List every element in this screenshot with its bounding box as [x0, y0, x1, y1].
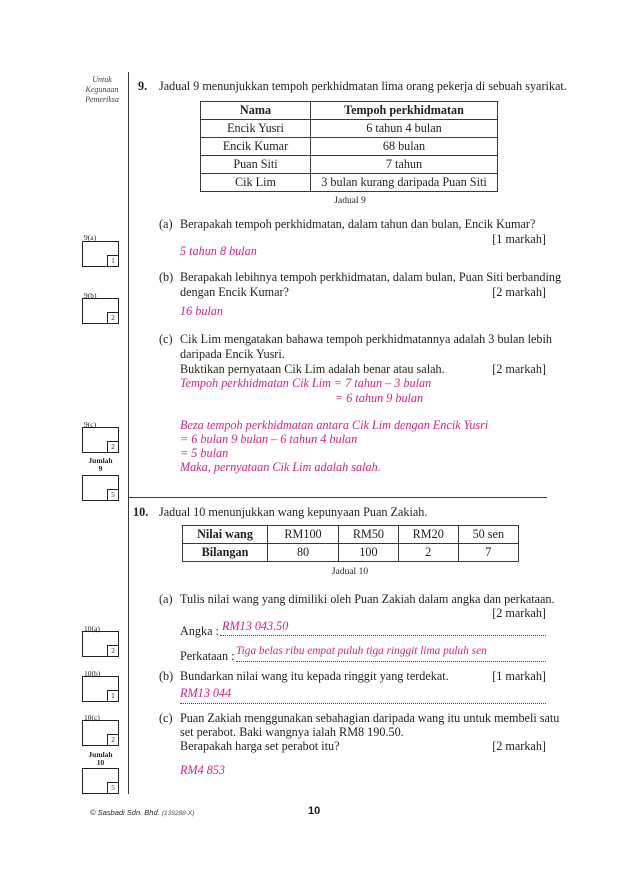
q9b-text-2: dengan Encik Kumar? [180, 285, 289, 299]
caption-jadual-10: Jadual 10 [331, 567, 369, 577]
q10b-marks: [1 markah] [492, 669, 546, 683]
q9b-answer: 16 bulan [180, 304, 223, 318]
q9c-answer-3: Beza tempoh perkhidmatan antara Cik Lim dengan Encik Yusri [180, 418, 489, 432]
q9c-text-3: Buktikan pernyataan Cik Lim adalah benar atau salah. [180, 362, 445, 376]
mark-box-10b: 1 [82, 676, 119, 702]
mark-label-10b: 10(b) [84, 669, 101, 678]
jumlah-box-10: 5 [82, 768, 119, 794]
q9a-answer: 5 tahun 8 bulan [180, 244, 257, 258]
q9-number: 9. [138, 79, 148, 93]
q10c-text-1: Puan Zakiah menggunakan sebahagian daripada wang itu untuk membeli satu [180, 711, 560, 725]
q10a-angka-answer: RM13 043.50 [222, 619, 289, 633]
q10a-label: (a) [159, 592, 173, 606]
table-10 [182, 525, 519, 562]
table-row: Encik Yusri 6 tahun 4 bulan [201, 120, 498, 138]
q9-intro: Jadual 9 menunjukkan tempoh perkhidmatan lima orang pekerja di sebuah syarikat. [159, 79, 567, 93]
table-row: Bilangan 80 100 2 7 [183, 544, 519, 562]
jumlah-label-10: Jumlah 10 [88, 750, 113, 767]
q10a-marks: [2 markah] [492, 606, 546, 620]
q10a-text: Tulis nilai wang yang dimiliki oleh Puan Zakiah dalam angka dan perkataan. [180, 592, 555, 606]
q9b-text-1: Berapakah lebihnya tempoh perkhidmatan, dalam bulan, Puan Siti berbanding [180, 270, 562, 284]
mark-box-9a: 1 [82, 241, 119, 267]
jumlah-box-9: 5 [82, 475, 119, 501]
q9a-marks: [1 markah] [492, 232, 546, 246]
q10b-answer-line [180, 702, 546, 704]
q10-intro: Jadual 10 menunjukkan wang kepunyaan Puan Zakiah. [159, 505, 428, 519]
q9a-label: (a) [159, 217, 173, 231]
q9c-text-1: Cik Lim mengatakan bahawa tempoh perkhidmatannya adalah 3 bulan lebih [180, 332, 552, 346]
mark-label-9a: 9(a) [84, 233, 97, 242]
mark-label-9b: 9(b) [84, 291, 97, 300]
mark-box-9c: 2 [82, 427, 119, 453]
q9c-marks: [2 markah] [492, 362, 546, 376]
q9a-text: Berapakah tempoh perkhidmatan, dalam tahun dan bulan, Encik Kumar? [180, 217, 536, 231]
table-row: Encik Kumar 68 bulan [201, 138, 498, 156]
q9c-label: (c) [159, 332, 173, 346]
caption-jadual-9: Jadual 9 [334, 196, 366, 206]
q9b-marks: [2 markah] [492, 285, 546, 299]
jumlah-label-9: Jumlah 9 [88, 456, 113, 473]
margin-divider [128, 72, 129, 794]
q10b-answer: RM13 044 [180, 686, 232, 700]
q10b-label: (b) [159, 669, 174, 683]
q9c-answer-5: = 5 bulan [180, 446, 229, 460]
mark-box-9b: 2 [82, 298, 119, 324]
mark-box-10a: 2 [82, 631, 119, 657]
table9-header-tempoh: Tempoh perkhidmatan [311, 102, 498, 120]
table-row: Puan Siti 7 tahun [201, 156, 498, 174]
q10b-text: Bundarkan nilai wang itu kepada ringgit yang terdekat. [180, 669, 449, 683]
table-row: Nilai wang RM100 RM50 RM20 50 sen [183, 526, 519, 544]
q10c-answer: RM4 853 [180, 763, 226, 777]
perkataan-label: Perkataan : [180, 649, 235, 663]
page-number: 10 [308, 805, 321, 817]
mark-label-9c: 9(c) [84, 420, 97, 429]
section-divider [128, 497, 547, 498]
q9c-answer-6: Maka, pernyataan Cik Lim adalah salah. [180, 460, 381, 474]
q9c-answer-1: Tempoh perkhidmatan Cik Lim = 7 tahun – 3 bulan [180, 376, 432, 390]
q9c-answer-4: = 6 bulan 9 bulan – 6 tahun 4 bulan [180, 432, 358, 446]
angka-answer-line [220, 634, 546, 636]
mark-label-10c: 10(c) [84, 713, 100, 722]
q9c-text-2: daripada Encik Yusri. [180, 347, 285, 361]
q10c-marks: [2 markah] [492, 739, 546, 753]
footer-publisher: © Sasbadi Sdn. Bhd. (139288-X) [90, 808, 195, 817]
table-row: Cik Lim 3 bulan kurang daripada Puan Siti [201, 174, 498, 192]
q10a-perkataan-answer: Tiga belas ribu empat puluh tiga ringgit lima puluh sen [236, 645, 487, 657]
examiner-use-header: Untuk Kegunaan Pemeriksa [85, 75, 119, 104]
q10c-text-3: Berapakah harga set perabot itu? [180, 739, 340, 753]
q10-number: 10. [133, 505, 149, 519]
perkataan-answer-line [236, 660, 546, 662]
q10c-text-2: set perabot. Baki wangnya ialah RM8 190.50. [180, 725, 404, 739]
q9b-label: (b) [159, 270, 174, 284]
table9-header-nama: Nama [201, 102, 311, 120]
mark-label-10a: 10(a) [84, 624, 100, 633]
q9c-answer-2: = 6 tahun 9 bulan [335, 391, 424, 405]
mark-box-10c: 2 [82, 720, 119, 746]
table-9 [200, 101, 498, 192]
angka-label: Angka : [180, 624, 219, 638]
q10c-label: (c) [159, 711, 173, 725]
